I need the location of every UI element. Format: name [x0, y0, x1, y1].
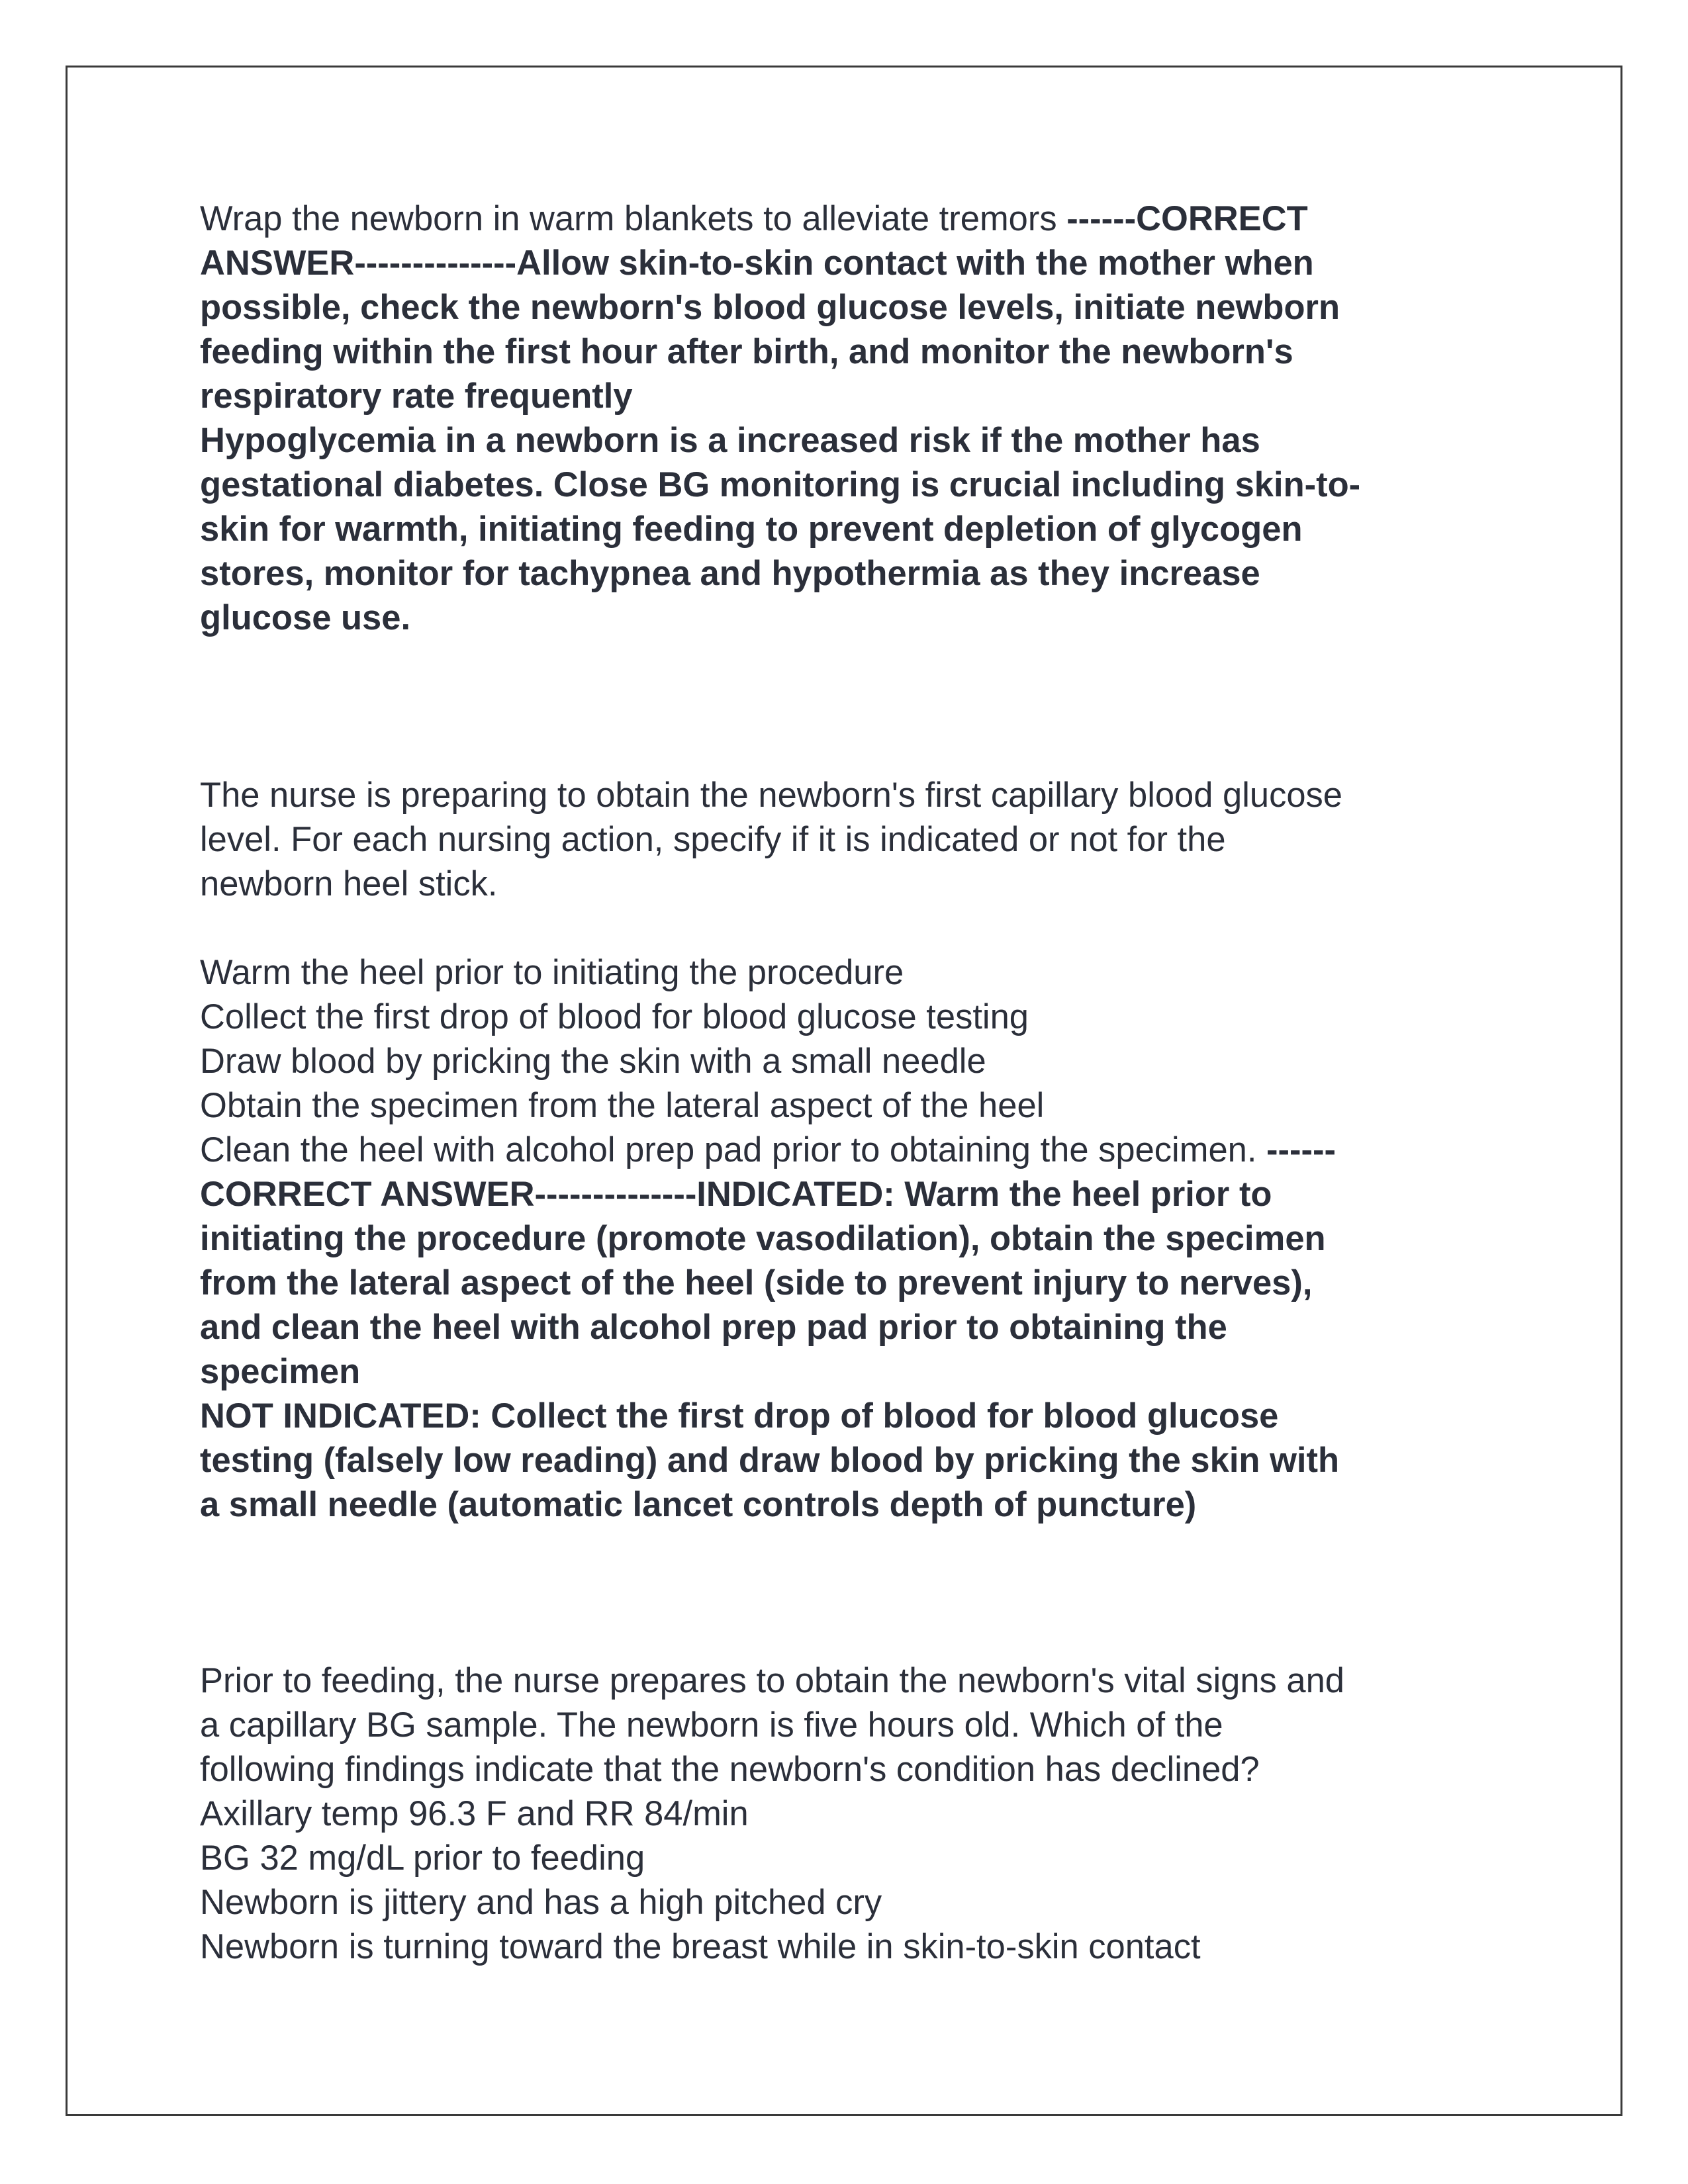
text-run: Wrap the newborn in warm blankets to alleviate tremors [200, 199, 1067, 238]
text-line [200, 773, 1524, 817]
bold-text-run: feeding within the first hour after birth, and monitor the newborn's [200, 332, 1293, 371]
bold-text-run: Hypoglycemia in a newborn is a increased risk if the mother has [200, 421, 1260, 460]
text-line [200, 1083, 1524, 1128]
text-line [200, 1792, 1524, 1836]
text-line [200, 1216, 1524, 1261]
bold-text-run: from the lateral aspect of the heel (side to prevent injury to nerves), [200, 1263, 1313, 1302]
bold-text-run: respiratory rate frequently [200, 377, 633, 416]
text-line [200, 1349, 1524, 1394]
bold-text-run: possible, check the newborn's blood glucose levels, initiate newborn [200, 288, 1340, 327]
bold-text-run: NOT INDICATED: Collect the first drop of blood for blood glucose [200, 1396, 1279, 1435]
text-line [200, 1880, 1524, 1925]
bold-text-run: ------CORRECT [1066, 199, 1308, 238]
text-line [200, 1703, 1524, 1747]
bold-text-run: a small needle (automatic lancet controls depth of puncture) [200, 1485, 1197, 1524]
text-line [200, 906, 1524, 950]
text-run: BG 32 mg/dL prior to feeding [200, 1839, 645, 1878]
bold-text-run: CORRECT ANSWER--------------INDICATED: Warm the heel prior to [200, 1175, 1272, 1214]
text-line [200, 1925, 1524, 1969]
bold-text-run: ------ [1266, 1130, 1336, 1169]
text-line [200, 596, 1524, 640]
text-line [200, 1261, 1524, 1305]
bold-text-run: gestational diabetes. Close BG monitoring is crucial including skin-to- [200, 465, 1361, 504]
text-run: The nurse is preparing to obtain the newborn's first capillary blood glucose [200, 776, 1342, 815]
text-line [200, 1659, 1524, 1703]
text-run: Obtain the specimen from the lateral aspect of the heel [200, 1086, 1045, 1125]
text-line [200, 330, 1524, 374]
text-line [200, 1747, 1524, 1792]
text-line [200, 1172, 1524, 1216]
text-run: Prior to feeding, the nurse prepares to obtain the newborn's vital signs and [200, 1661, 1344, 1700]
text-run: Clean the heel with alcohol prep pad prior to obtaining the specimen. [200, 1130, 1267, 1169]
text-line [200, 197, 1524, 241]
text-line [200, 1305, 1524, 1349]
question-block-vital-signs [200, 1659, 1524, 1969]
text-line [200, 551, 1524, 596]
text-line [200, 995, 1524, 1039]
text-run: newborn heel stick. [200, 864, 498, 903]
bold-text-run: glucose use. [200, 598, 411, 637]
bold-text-run: skin for warmth, initiating feeding to prevent depletion of glycogen [200, 510, 1303, 549]
text-line [200, 1482, 1524, 1527]
text-run: a capillary BG sample. The newborn is five hours old. Which of the [200, 1706, 1223, 1745]
text-line [200, 507, 1524, 551]
text-line [200, 374, 1524, 418]
bold-text-run: ANSWER--------------Allow skin-to-skin contact with the mother when [200, 244, 1314, 283]
text-line [200, 1039, 1524, 1083]
bold-text-run: initiating the procedure (promote vasodilation), obtain the specimen [200, 1219, 1326, 1258]
text-run: Newborn is jittery and has a high pitched cry [200, 1883, 882, 1922]
text-run: Warm the heel prior to initiating the procedure [200, 953, 904, 992]
text-run: Axillary temp 96.3 F and RR 84/min [200, 1794, 749, 1833]
text-line [200, 1836, 1524, 1880]
text-run: level. For each nursing action, specify if it is indicated or not for the [200, 820, 1226, 859]
text-run: following findings indicate that the newborn's condition has declined? [200, 1750, 1260, 1789]
bold-text-run: specimen [200, 1352, 361, 1391]
text-line [200, 817, 1524, 862]
answer-block-wrap-newborn [200, 197, 1524, 640]
text-run: Newborn is turning toward the breast while in skin-to-skin contact [200, 1927, 1201, 1966]
text-run: Collect the first drop of blood for blood glucose testing [200, 997, 1029, 1036]
text-line [200, 1438, 1524, 1482]
text-line [200, 950, 1524, 995]
bold-text-run: testing (falsely low reading) and draw blood by pricking the skin with [200, 1441, 1340, 1480]
bold-text-run: and clean the heel with alcohol prep pad prior to obtaining the [200, 1308, 1227, 1347]
text-line [200, 1128, 1524, 1172]
text-run: Draw blood by pricking the skin with a small needle [200, 1042, 986, 1081]
text-line [200, 463, 1524, 507]
text-line [200, 418, 1524, 463]
text-line [200, 285, 1524, 330]
bold-text-run: stores, monitor for tachypnea and hypothermia as they increase [200, 554, 1260, 593]
text-line [200, 862, 1524, 906]
text-line [200, 241, 1524, 285]
question-block-heel-stick [200, 773, 1524, 1527]
text-line [200, 1394, 1524, 1438]
